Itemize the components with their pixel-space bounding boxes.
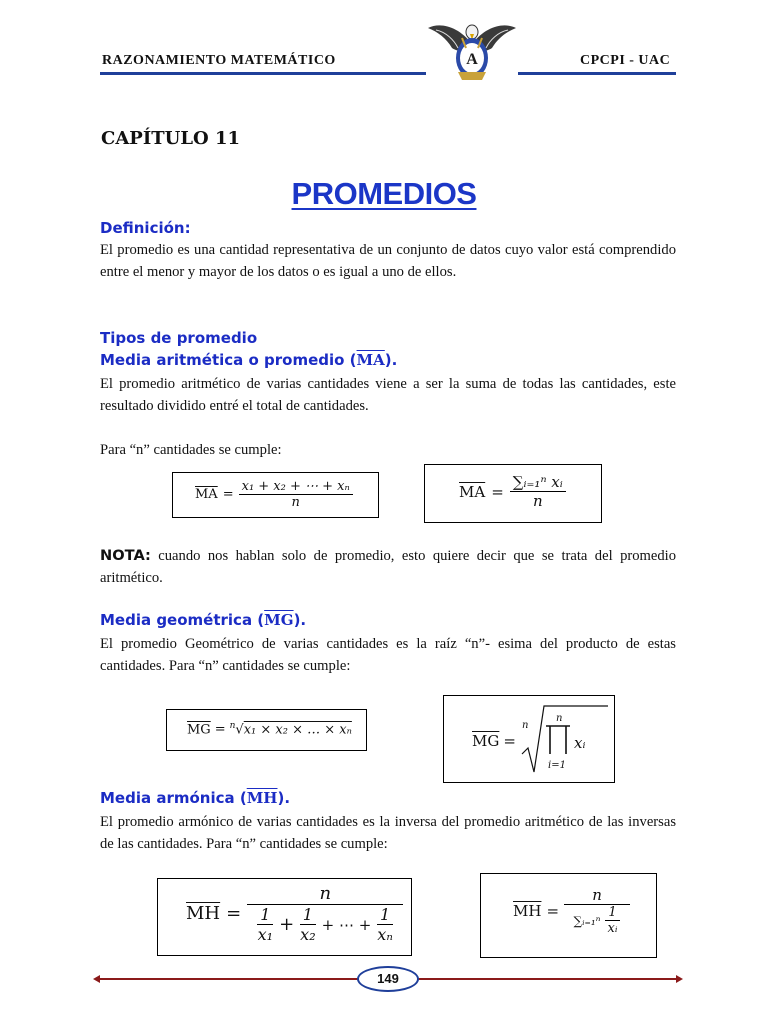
mg-formula-box-2: $\overline{MG}$ = n n i=1 xᵢ <box>443 695 615 783</box>
header-line-left <box>100 72 426 75</box>
page-number: 149 <box>357 966 419 992</box>
svg-text:n: n <box>522 720 529 731</box>
svg-text:xᵢ: xᵢ <box>574 734 586 752</box>
footer-arrow-right-icon <box>676 975 683 983</box>
mg-formula-box-1: $\overline{MG} = ^n√x_1 \times x_2$ × … × xₙ <box>166 709 367 751</box>
page-title: PROMEDIOS <box>291 176 477 211</box>
nota-text: NOTA: cuando nos hablan solo de promedio, esto quiere decir que se trata del promedio aritmético. <box>100 547 676 586</box>
svg-text:n: n <box>556 713 563 724</box>
mg-symbol: $\overline{MG}$ <box>264 611 294 629</box>
definition-text: El promedio es una cantidad representativa de un conjunto de datos cuyo valor está comprendido entre el menor y mayor de los datos o es igual a uno de ellos. <box>100 242 676 280</box>
svg-text:A: A <box>466 51 478 68</box>
types-heading: Tipos de promedio <box>100 329 258 347</box>
ma-formula-box-2: $\overline{MA}$ = $\frac{\text{∑ᵢ₌₁ⁿ xᵢ}}{n}$ <box>424 464 602 523</box>
mg-heading: Media geométrica $(\overline{MG})$. <box>100 611 307 629</box>
nth-root-product-icon <box>518 704 610 776</box>
mh-heading: Media armónica $(\overline{MH})$. <box>100 789 291 807</box>
header-left-title: RAZONAMIENTO MATEMÁTICO <box>102 53 336 68</box>
definition-heading: Definición: <box>100 219 191 237</box>
footer-arrow-left-icon <box>93 975 100 983</box>
mg-text: El promedio Geométrico de varias cantidades es la raíz “n”- esima del producto de estas cantidades. Para “n” cantidades se cumple: <box>100 636 676 674</box>
ma-heading: Media aritmética o promedio $(\overline{MA})$. <box>100 351 398 369</box>
mh-text: El promedio armónico de varias cantidades es la inversa del promedio aritmético de las inversas de las cantidades. Para “n” cantidades se cumple: <box>100 814 676 852</box>
eagle-logo-icon <box>428 18 516 82</box>
header-line-right <box>518 72 676 75</box>
mh-symbol: $\overline{MH}$ <box>246 789 278 807</box>
mh-formula-box-2: $\overline{MH}$ = n ∑ᵢ₌₁ⁿ $\frac{1}{\text{xᵢ}}$ <box>480 873 657 958</box>
svg-text:i=1: i=1 <box>548 760 566 771</box>
ma-para-n: Para “n” cantidades se cumple: <box>100 442 282 458</box>
ma-text: El promedio aritmético de varias cantidades viene a ser la suma de todas las cantidades, este resultado dividido entré el total de cantidades. <box>100 376 676 414</box>
mh-formula-box-1: $\overline{MH}$ = n $\frac{1}{\text{x₁}}$ + $\frac{1}{\text{x₂}}$ + ⋯ + $\frac{1}{\text{xₙ}}$ <box>157 878 412 956</box>
ma-formula-box-1: $\overline{MA}$ = $\frac{\text{x₁ + x₂ + ⋯ + xₙ}}{n}$ <box>172 472 379 518</box>
ma-symbol: $\overline{MA}$ <box>356 351 385 369</box>
chapter-heading: CAPÍTULO 11 <box>101 128 240 149</box>
header-right-title: CPCPI - UAC <box>580 53 671 68</box>
